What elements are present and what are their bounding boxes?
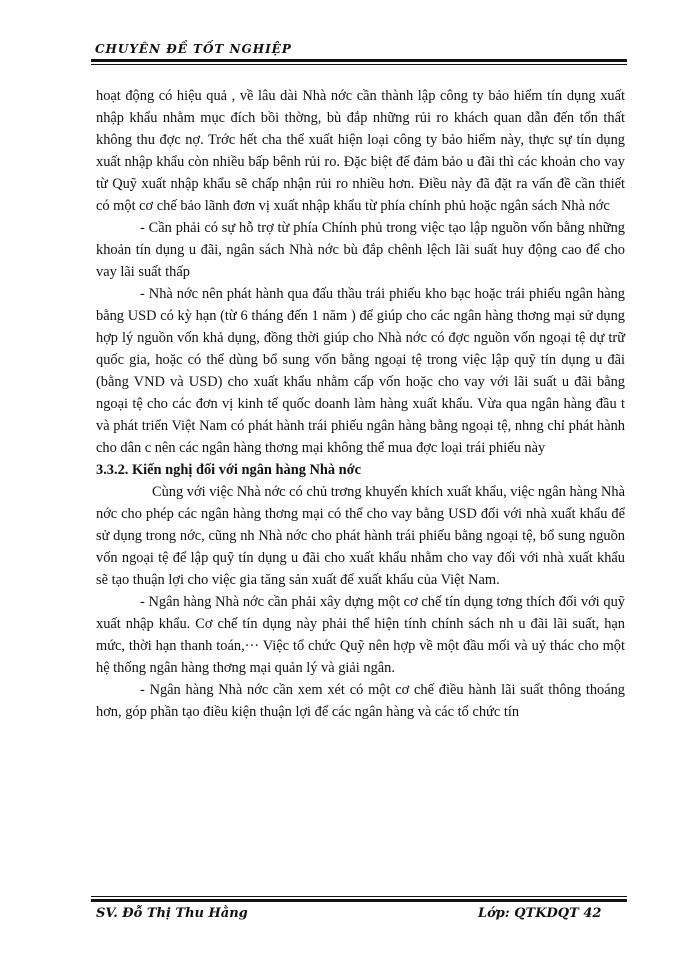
footer-author: SV. Đỗ Thị Thu Hằng <box>96 906 248 921</box>
paragraph-2: - Cần phải có sự hỗ trợ từ phía Chính phủ trong việc tạo lập nguồn vốn bằng những khoản tín dụng u đãi, ngân sách Nhà nớc bù đắp chênh lệch lãi suất huy động cao để cho vay lãi suất thấp <box>96 220 625 280</box>
paragraph-1: hoạt động có hiệu quả , về lâu dài Nhà nớc cần thành lập công ty bảo hiểm tín dụng xuất nhập khẩu nhằm mục đích bồi thờng, bù đắp những rủi ro khách quan dẫn đến tổn thất không thu đợc nợ. Trớc hết cha thể xuất hiện loại công ty bảo hiểm này, thực sự tín dụng xuất nhập khẩu còn nhiều bấp bênh rủi ro. Đặc biệt để đảm bảo u đãi thì các khoản cho vay từ Quỹ xuất nhập khẩu sẽ chấp nhận rủi ro nhiều hơn. Điều này đã đặt ra vấn đề cần thiết có một cơ chế bảo lãnh đơn vị xuất nhập khẩu từ phía chính phủ hoặc ngân sách Nhà nớc <box>96 88 625 214</box>
paragraph-6: - Ngân hàng Nhà nớc cần xem xét có một cơ chế điều hành lãi suất thông thoáng hơn, góp phần tạo điều kiện thuận lợi để các ngân hàng và các tổ chức tín <box>96 682 625 720</box>
page-header-title: CHUYÊN ĐỀ TỐT NGHIỆP <box>95 42 292 56</box>
paragraph-4: Cùng với việc Nhà nớc có chủ trơng khuyến khích xuất khẩu, việc ngân hàng Nhà nớc cho phép các ngân hàng thơng mại có thể cho vay bằng USD đối với nhà xuất khẩu để sử dụng trong nớc, cũng nh Nhà nớc cho phát hành trái phiếu bằng ngoại tệ, bổ sung nguồn vốn ngoại tệ để lập quỹ tín dụng u đãi cho xuất khẩu nhằm cho vay đối với nhà xuất khẩu sẽ tạo thuận lợi cho việc gia tăng sản xuất để xuất khẩu của Việt Nam. <box>96 484 625 588</box>
header-rule-thick <box>91 59 627 62</box>
document-body <box>96 85 625 723</box>
paragraph-3: - Nhà nớc nên phát hành qua đấu thầu trái phiếu kho bạc hoặc trái phiếu ngân hàng bằng USD có kỳ hạn (từ 6 tháng đến 1 năm ) để giúp cho các ngân hàng thơng mại sử dụng hợp lý nguồn vốn khả dụng, đồng thời giúp cho Nhà nớc có đợc nguồn vốn ngoại tệ dự trữ quốc gia, hoặc có thể dùng bổ sung vốn bằng ngoại tệ trong việc lập quỹ tín dụng u đãi (bằng VND và USD) cho xuất khẩu nhằm cấp vốn hoặc cho vay với lãi suất u đãi bằng ngoại tệ cho các đơn vị kinh tế quốc doanh làm hàng xuất khẩu. Vừa qua ngân hàng đầu t và phát triển Việt Nam có phát hành trái phiếu ngân hàng bằng ngoại tệ, nhng chỉ phát hành cho dân c nên các ngân hàng thơng mại không thể mua đợc loại trái phiếu này <box>96 286 625 456</box>
section-heading: 3.3.2. Kiến nghị đối với ngân hàng Nhà nớc <box>96 462 362 478</box>
paragraph-5: - Ngân hàng Nhà nớc cần phải xây dựng một cơ chế tín dụng tơng thích đối với quỹ xuất nhập khẩu. Cơ chế tín dụng này phải thể hiện tính chính sách nh u đãi lãi suất, hạn mức, thời hạn thanh toán,··· Việc tổ chức Quỹ nên hợp về một đầu mối và uỷ thác cho một hệ thống ngân hàng thơng mại quản lý và giải ngân. <box>96 594 625 676</box>
footer-rule-thin <box>91 896 627 897</box>
footer-rule-thick <box>91 899 627 902</box>
header-rule-thin <box>91 64 627 65</box>
footer-class: Lớp: QTKDQT 42 <box>478 906 602 921</box>
